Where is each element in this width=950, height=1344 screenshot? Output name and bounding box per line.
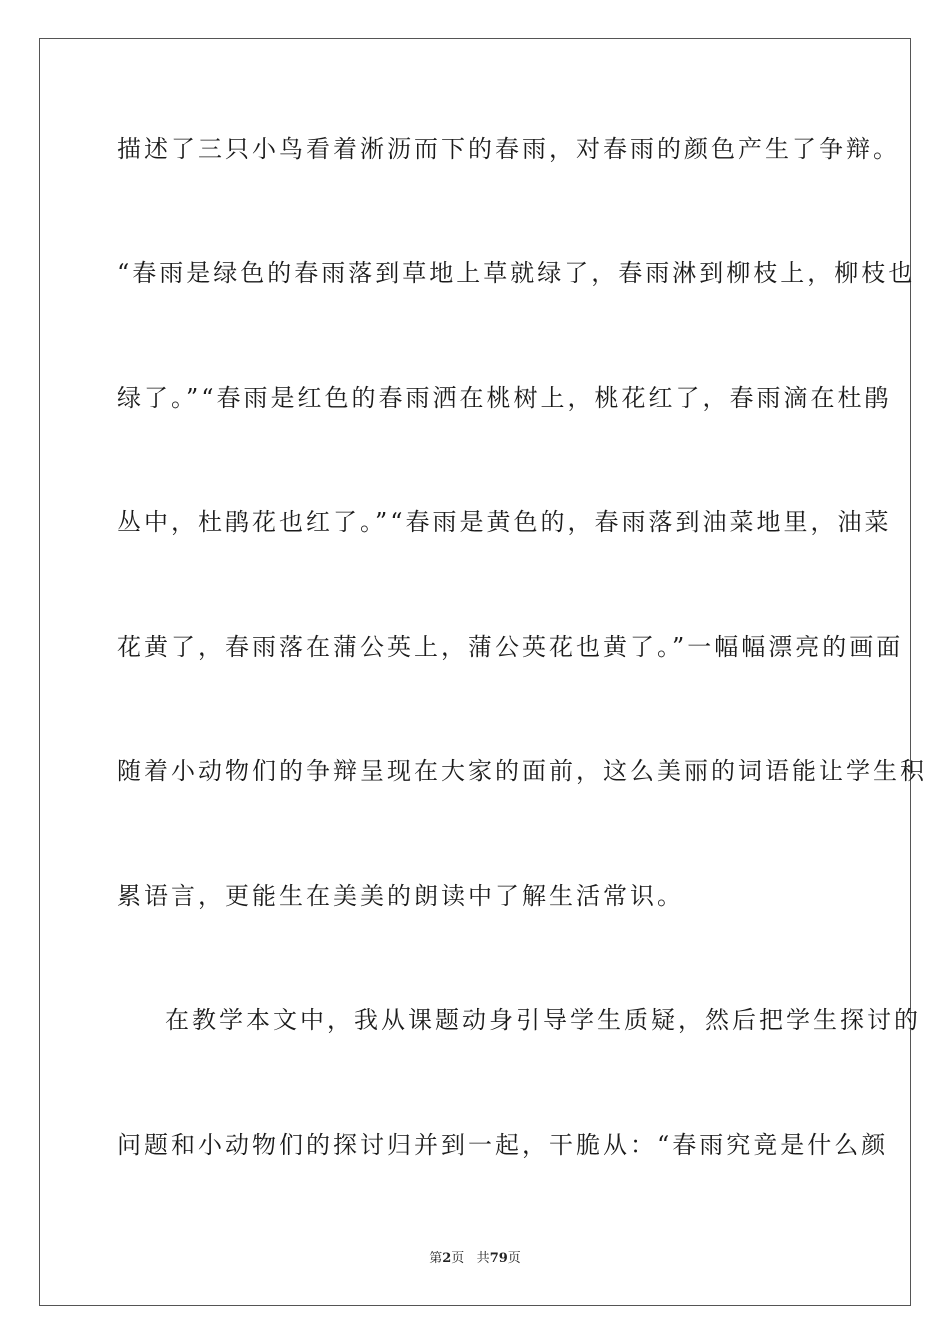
total-suffix: 页: [507, 1251, 521, 1266]
paragraph-line-2: “春雨是绿色的春雨落到草地上草就绿了，春雨淋到柳枝上，柳枝也: [117, 259, 916, 287]
page-footer: [0, 1247, 950, 1266]
total-prefix: 共: [476, 1251, 490, 1266]
paragraph-line-5: 花黄了，春雨落在蒲公英上，蒲公英花也黄了。”一幅幅漂亮的画面: [117, 633, 904, 661]
total-pages: 79: [489, 1251, 508, 1266]
paragraph-line-4: 丛中，杜鹃花也红了。”“春雨是黄色的，春雨落到油菜地里，油菜: [117, 508, 892, 536]
paragraph-line-8: 在教学本文中，我从课题动身引导学生质疑，然后把学生探讨的: [165, 1006, 921, 1034]
page-number: 2: [442, 1251, 452, 1266]
paragraph-line-9: 问题和小动物们的探讨归并到一起，干脆从：“春雨究竟是什么颜: [117, 1131, 889, 1159]
paragraph-line-7: 累语言，更能生在美美的朗读中了解生活常识。: [117, 882, 684, 910]
page-suffix: 页: [451, 1251, 465, 1266]
paragraph-line-3: 绿了。”“春雨是红色的春雨洒在桃树上，桃花红了，春雨滴在杜鹃: [117, 384, 892, 412]
paragraph-line-1: 描述了三只小鸟看着淅沥而下的春雨，对春雨的颜色产生了争辩。: [117, 135, 900, 163]
paragraph-line-6: 随着小动物们的争辩呈现在大家的面前，这么美丽的词语能让学生积: [117, 757, 927, 785]
page-border: [39, 38, 927, 1306]
page-prefix: 第: [429, 1251, 443, 1266]
